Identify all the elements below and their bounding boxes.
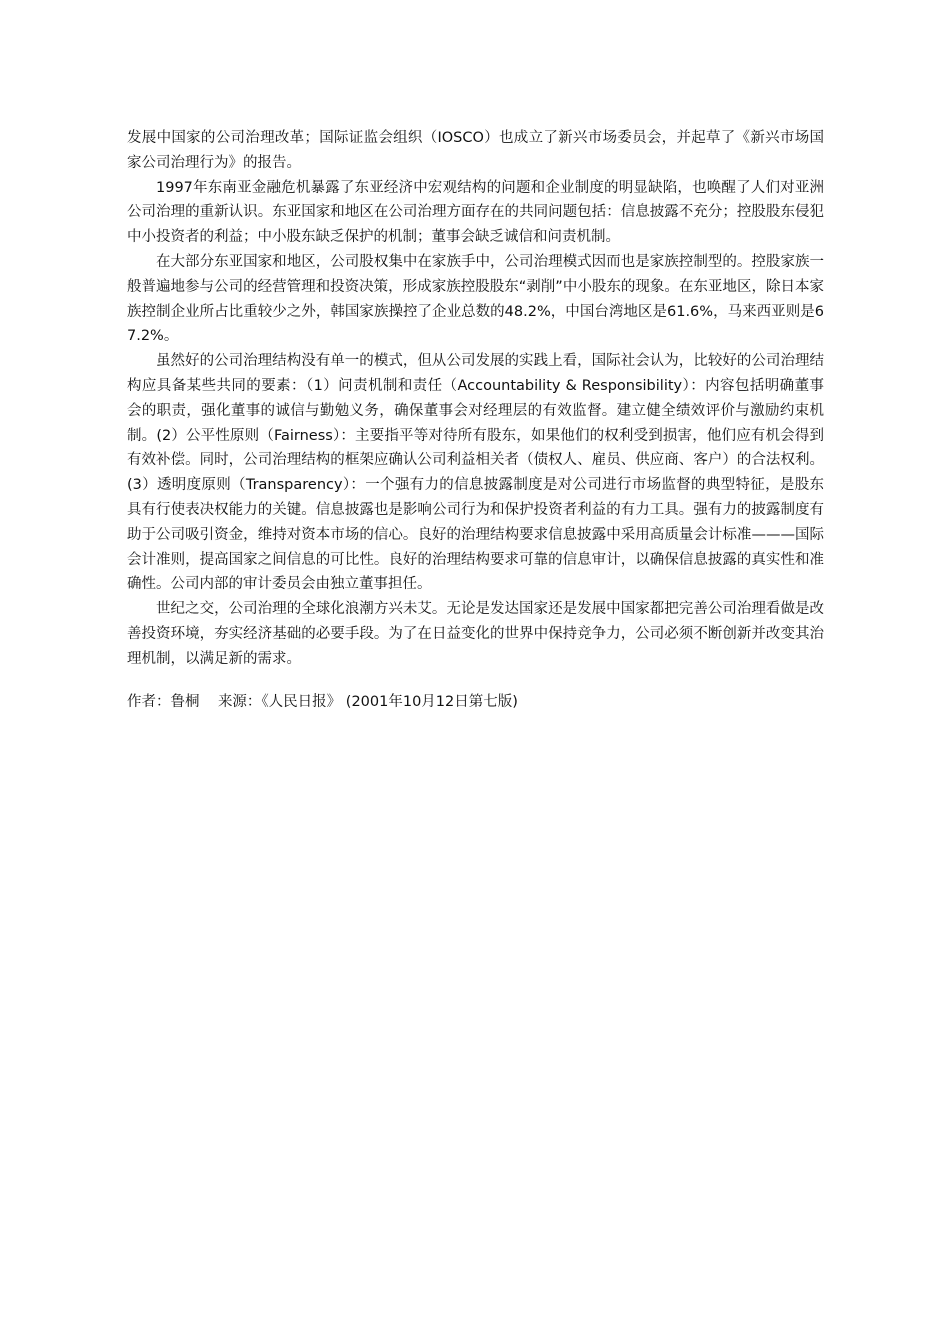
paragraph-asian-crisis: 1997年东南亚金融危机暴露了东亚经济中宏观结构的问题和企业制度的明显缺陷，也唤醒了人们对亚洲公司治理的重新认识。东亚国家和地区在公司治理方面存在的共同问题包括：信息披露不充分；控股股东侵犯中小投资者的利益；中小股东缺乏保护的机制；董事会缺乏诚信和问责机制。	[127, 179, 824, 246]
author-name: 鲁桐	[170, 693, 200, 710]
paragraph-globalization: 世纪之交，公司治理的全球化浪潮方兴未艾。无论是发达国家还是发展中国家都把完善公司治理看做是改善投资环境，夯实经济基础的必要手段。为了在日益变化的世界中保持竞争力，公司必须不断创新并改变其治理机制，以满足新的需求。	[127, 601, 824, 667]
source-label: 来源：	[217, 693, 262, 710]
publication-date: (2001年10月12日第七版)	[345, 693, 518, 710]
source-name: 《人民日报》	[261, 693, 342, 710]
paragraph-governance-elements: 虽然好的公司治理结构没有单一的模式，但从公司发展的实践上看，国际社会认为，比较好的公司治理结构应具备某些共同的要素：（1）问责机制和责任（Accountability & Responsibility）：内容包括明确董事会的职责，强化董事的诚信与勤勉义务，确保董事会对经理层的有效监督。建立健全绩效评价与激励约束机制。(2）公平性原则（Fairness）：主要指平等对待所有股东，如果他们的权利受到损害，他们应有机会得到有效补偿。同时，公司治理结构的框架应确认公司利益相关者（债权人、雇员、供应商、客户）的合法权利。(3）透明度原则（Transparency）：一个强有力的信息披露制度是对公司进行市场监督的典型特征，是股东具有行使表决权能力的关键。信息披露也是影响公司行为和保护投资者利益的有力工具。强有力的披露制度有助于公司吸引资金，维持对资本市场的信心。良好的治理结构要求信息披露中采用高质量会计标准———国际会计准则，提高国家之间信息的可比性。良好的治理结构要求可靠的信息审计，以确保信息披露的真实性和准确性。公司内部的审计委员会由独立董事担任。	[127, 353, 824, 593]
paragraph-continued: 发展中国家的公司治理改革；国际证监会组织（IOSCO）也成立了新兴市场委员会，并起草了《新兴市场国家公司治理行为》的报告。	[127, 130, 824, 171]
byline	[127, 690, 824, 715]
article-body	[127, 126, 824, 714]
paragraph-family-control: 在大部分东亚国家和地区，公司股权集中在家族手中，公司治理模式因而也是家族控制型的。控股家族一般普遍地参与公司的经营管理和投资决策，形成家族控股股东“剥削”中小股东的现象。在东亚地区，除日本家族控制企业所占比重较少之外，韩国家族操控了企业总数的48.2%，中国台湾地区是61.6%，马来西亚则是67.2%。	[127, 253, 824, 345]
author-label: 作者：	[127, 693, 171, 710]
